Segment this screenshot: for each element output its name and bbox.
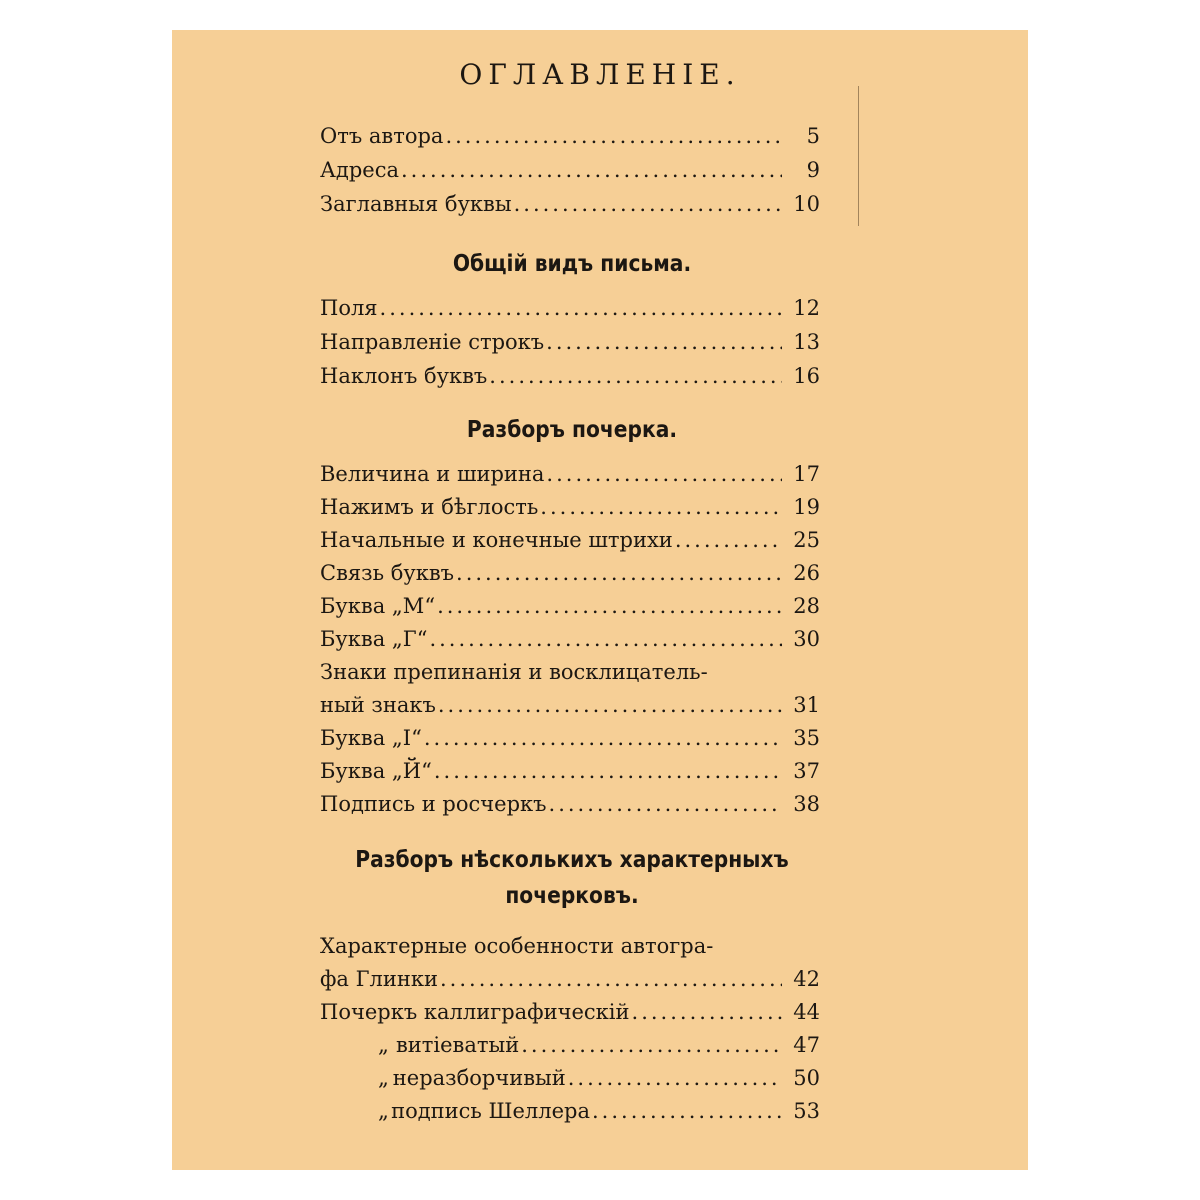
toc-page-number: 25	[793, 528, 820, 552]
toc-entry-label: Буква „Й“	[320, 759, 432, 783]
toc-entry-label: ный знакъ	[320, 693, 436, 717]
toc-page-number: 31	[793, 693, 820, 717]
toc-leader-dots	[440, 963, 782, 996]
page-crease	[858, 86, 859, 226]
toc-entry-label: витіеватый	[395, 1033, 520, 1057]
toc-entry	[320, 524, 820, 557]
toc-entry	[320, 590, 820, 623]
toc-entry-label-line1: Характерные особенности автогра-	[320, 934, 714, 958]
toc-entry-label: Буква „I“	[320, 726, 422, 750]
toc-entry	[320, 458, 820, 491]
toc-page-number: 10	[793, 192, 820, 216]
toc-entry	[320, 491, 820, 524]
toc-entry	[320, 120, 820, 153]
toc-entry	[320, 963, 820, 996]
toc-entry-label: Почеркъ каллиграфическій	[320, 1000, 630, 1024]
toc-leader-dots	[632, 996, 782, 1029]
toc-entry	[320, 292, 820, 325]
toc-entry-label: Начальные и конечные штрихи	[320, 528, 673, 552]
toc-leader-dots	[437, 590, 782, 623]
toc-entry	[320, 326, 820, 359]
ditto-mark: „	[378, 1099, 389, 1123]
toc-entry-label: Буква „М“	[320, 594, 436, 618]
toc-entry-label: Буква „Г“	[320, 627, 428, 651]
toc-page-number: 26	[793, 561, 820, 585]
section-title-line2: почерковъ.	[505, 883, 639, 909]
toc-entry-label: Отъ автора	[320, 124, 444, 148]
toc-entry	[320, 154, 820, 187]
book-page	[172, 30, 1028, 1170]
toc-entry	[320, 623, 820, 656]
toc-leader-dots	[592, 1095, 782, 1128]
toc-entry	[320, 1029, 820, 1062]
toc-entry	[320, 360, 820, 393]
toc-leader-dots	[424, 722, 782, 755]
toc-page-number: 13	[793, 330, 820, 354]
toc-entry	[320, 557, 820, 590]
toc-page-number: 44	[793, 1000, 820, 1024]
toc-entry-label: Величина и ширина	[320, 462, 545, 486]
toc-entry	[320, 188, 820, 221]
ditto-mark: „	[378, 1066, 389, 1090]
toc-page-number: 37	[793, 759, 820, 783]
page-title: ОГЛАВЛЕНІЕ.	[459, 58, 741, 91]
toc-leader-dots	[514, 188, 782, 221]
toc-leader-dots	[540, 491, 782, 524]
toc-entry-label-line1: Знаки препинанія и восклицатель-	[320, 660, 708, 684]
toc-entry-label: Заглавныя буквы	[320, 192, 512, 216]
toc-page-number: 38	[793, 792, 820, 816]
toc-leader-dots	[380, 292, 782, 325]
toc-page-number: 53	[793, 1099, 820, 1123]
toc-entry	[320, 1095, 820, 1128]
toc-leader-dots	[675, 524, 782, 557]
toc-page-number: 47	[793, 1033, 820, 1057]
toc-page-number: 16	[793, 364, 820, 388]
toc-entry	[320, 722, 820, 755]
ditto-mark: „	[378, 1033, 389, 1057]
toc-leader-dots	[434, 755, 782, 788]
toc-entry	[320, 689, 820, 722]
toc-entry-label: неразборчивый	[392, 1066, 566, 1090]
section-title-line1: Разборъ нѣсколькихъ характерныхъ	[355, 847, 789, 873]
toc-page-number: 12	[793, 296, 820, 320]
toc-page-number: 19	[793, 495, 820, 519]
toc-entry-label: Наклонъ буквъ	[320, 364, 488, 388]
toc-leader-dots	[445, 120, 782, 153]
toc-page-number: 42	[793, 967, 820, 991]
toc-entry-label: Связь буквъ	[320, 561, 455, 585]
section-title: Общій видъ письма.	[452, 251, 692, 277]
toc-entry-label: Подпись и росчеркъ	[320, 792, 547, 816]
toc-entry	[320, 1062, 820, 1095]
toc-entry-label: Нажимъ и бѣглость	[320, 495, 539, 519]
toc-leader-dots	[549, 788, 782, 821]
toc-page-number: 35	[793, 726, 820, 750]
toc-page-number: 17	[793, 462, 820, 486]
toc-entry-label: фа Глинки	[320, 967, 438, 991]
toc-page-number: 5	[806, 124, 820, 148]
toc-entry-label: Поля	[320, 296, 378, 320]
toc-entry-label: Адреса	[320, 158, 399, 182]
toc-page-number: 30	[793, 627, 820, 651]
toc-page-number: 9	[806, 158, 820, 182]
toc-leader-dots	[401, 154, 782, 187]
toc-entry	[320, 996, 820, 1029]
toc-leader-dots	[568, 1062, 782, 1095]
toc-leader-dots	[546, 326, 782, 359]
toc-page-number: 28	[793, 594, 820, 618]
toc-leader-dots	[521, 1029, 782, 1062]
toc-page-number: 50	[793, 1066, 820, 1090]
toc-entry	[320, 788, 820, 821]
toc-leader-dots	[546, 458, 782, 491]
toc-leader-dots	[489, 360, 782, 393]
toc-entry-label: подпись Шеллера	[391, 1099, 590, 1123]
section-title: Разборъ почерка.	[466, 417, 678, 443]
toc-entry	[320, 755, 820, 788]
toc-leader-dots	[456, 557, 782, 590]
toc-entry-label: Направленіе строкъ	[320, 330, 545, 354]
toc-leader-dots	[438, 689, 782, 722]
toc-leader-dots	[429, 623, 782, 656]
